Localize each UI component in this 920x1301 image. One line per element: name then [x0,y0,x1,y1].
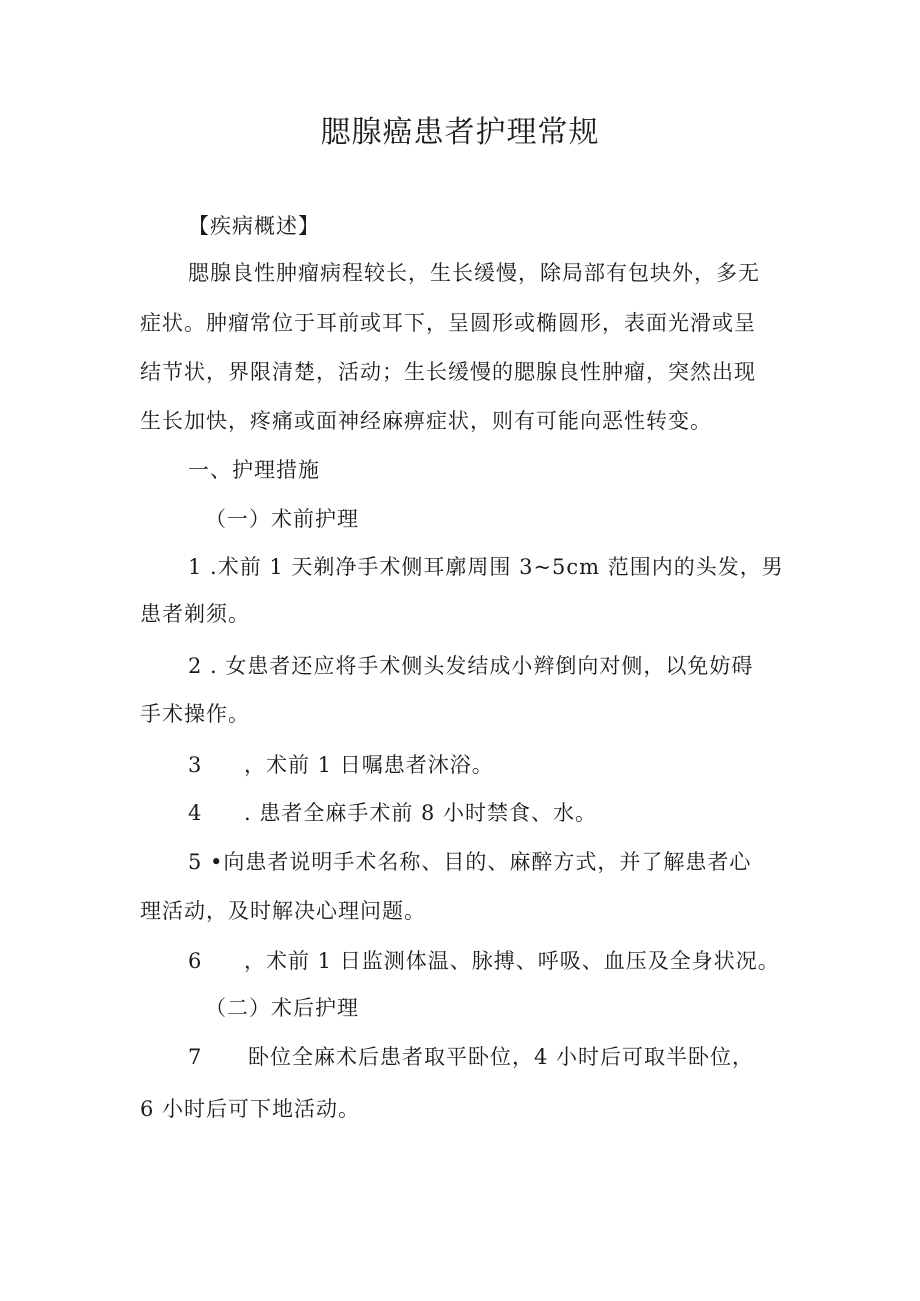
item-7 [188,1040,838,1074]
item-1-line-2: 患者剃须。 [140,602,250,626]
subsection-heading-preop: （一）术前护理 [205,507,359,531]
item-7-number: 7 [188,1045,203,1069]
item-7-text: 卧位全麻术后患者取平卧位，4 小时后可取半卧位， [248,1045,755,1069]
item-5-line-2: 理活动，及时解决心理问题。 [140,899,426,923]
overview-line-1: 腮腺良性肿瘤病程较长，生长缓慢，除局部有包块外，多无 [188,261,760,285]
item-5-line-1: 5 •向患者说明手术名称、目的、麻醉方式，并了解患者心 [188,850,752,874]
item-7-line-2: 6 小时后可下地活动。 [140,1097,361,1121]
item-6-number: 6 [188,949,203,973]
section-heading-nursing-measures: 一、护理措施 [188,458,320,482]
item-4 [188,796,838,830]
section-heading-overview: 【疾病概述】 [188,214,320,238]
overview-line-2: 症状。肿瘤常位于耳前或耳下，呈圆形或椭圆形，表面光滑或呈 [140,311,756,335]
document-title: 腮腺癌患者护理常规 [320,115,600,150]
item-3 [188,748,838,782]
item-6-text: ，术前 1 日监测体温、脉搏、呼吸、血压及全身状况。 [244,949,780,973]
item-3-number: 3 [188,753,203,777]
item-4-text: . 患者全麻手术前 8 小时禁食、水。 [244,801,598,825]
item-2-line-2: 手术操作。 [140,702,250,726]
item-6 [188,944,838,978]
subsection-heading-postop: （二）术后护理 [205,996,359,1020]
item-4-number: 4 [188,801,203,825]
item-2-line-1: 2 . 女患者还应将手术侧头发结成小辫倒向对侧，以免妨碍 [188,654,754,678]
item-3-text: ，术前 1 日嘱患者沐浴。 [244,753,494,777]
overview-line-3: 结节状，界限清楚，活动；生长缓慢的腮腺良性肿瘤，突然出现 [140,360,756,384]
item-1-line-1: 1 .术前 1 天剃净手术侧耳廓周围 3~5cm 范围内的头发，男 [188,555,784,579]
overview-line-4: 生长加快，疼痛或面神经麻痹症状，则有可能向恶性转变。 [140,409,712,433]
